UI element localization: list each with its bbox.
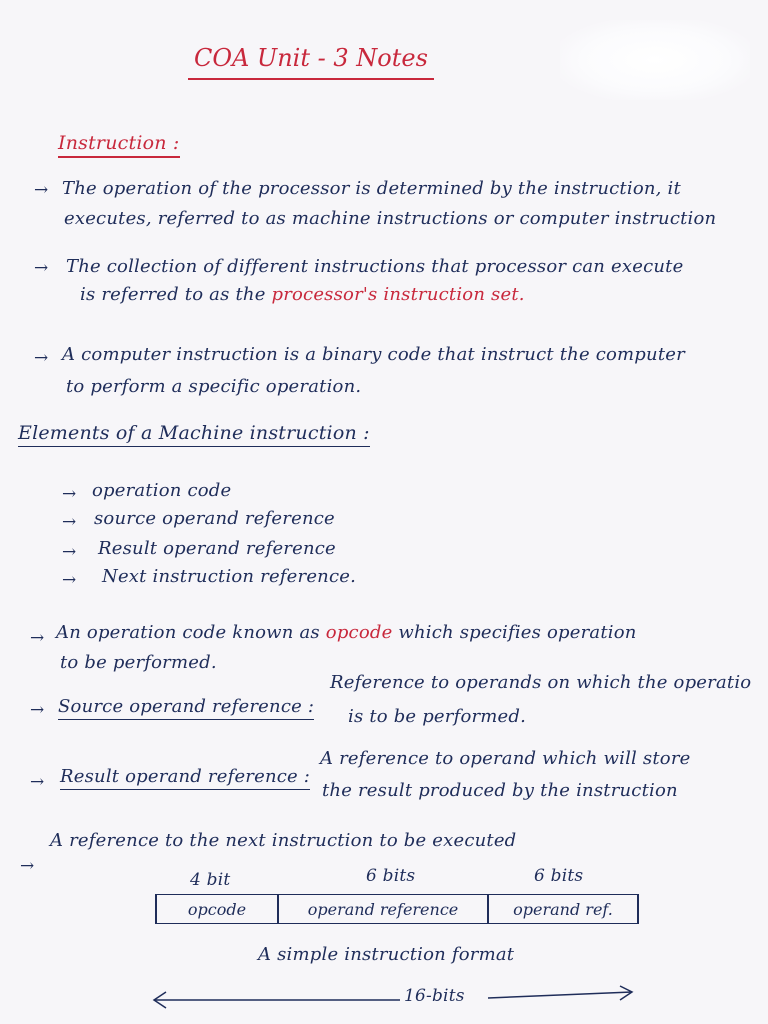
total-bits-label: 16-bits [404,986,465,1006]
page-title: COA Unit - 3 Notes [188,44,434,80]
element-item: operation code [92,480,232,501]
source-operand-text1: Reference to operands on which the operatio [330,672,752,693]
format-cell-operand-ref: operand ref. [487,894,639,924]
instruction-point-1-line2: executes, referred to as machine instructions or computer instruction [64,208,717,229]
light-glare [560,20,750,100]
arrow-icon: → [62,484,77,504]
arrow-icon: → [20,856,35,876]
opcode-term: opcode [325,622,393,643]
instruction-heading: Instruction : [58,132,180,158]
instruction-point-1-line1: The operation of the processor is determined by the instruction, it [62,178,681,199]
format-caption: A simple instruction format [258,944,515,965]
format-cell-opcode: opcode [155,894,277,924]
instruction-point-2-line2: is referred to as the processor's instruction set. [80,284,525,305]
opcode-definition-line2: to be performed. [60,652,217,673]
arrow-icon: → [34,180,49,200]
source-operand-term: Source operand reference : [58,696,314,720]
elements-heading: Elements of a Machine instruction : [18,422,370,447]
instruction-point-2-line1: The collection of different instructions that processor can execute [66,256,684,277]
arrow-icon: → [34,258,49,278]
result-operand-text2: the result produced by the instruction [322,780,678,801]
arrow-icon: → [62,542,77,562]
instruction-format-table [155,894,640,926]
instruction-point-3-line2: to perform a specific operation. [66,376,362,397]
element-item: Next instruction reference. [102,566,357,587]
bit-label-operand-ref: 6 bits [534,866,584,886]
bit-label-opcode: 4 bit [190,870,231,890]
bit-label-operand: 6 bits [366,866,416,886]
source-operand-text2: is to be performed. [348,706,527,727]
arrow-icon: → [62,512,77,532]
format-cell-operand-reference: operand reference [277,894,487,924]
result-operand-text1: A reference to operand which will store [320,748,691,769]
element-item: source operand reference [94,508,335,529]
arrow-icon: → [34,348,49,368]
bit-width-arrow [148,980,638,1016]
instruction-set-term: processor's instruction set. [271,284,525,305]
arrow-icon: → [30,772,45,792]
instruction-point-3-line1: A computer instruction is a binary code that instruct the computer [62,344,685,365]
result-operand-term: Result operand reference : [60,766,310,790]
arrow-icon: → [30,628,45,648]
arrow-icon: → [62,570,77,590]
next-instruction-definition: A reference to the next instruction to be executed [50,830,517,851]
arrow-icon: → [30,700,45,720]
opcode-definition-line1: An operation code known as opcode which specifies operation [56,622,637,643]
element-item: Result operand reference [98,538,336,559]
